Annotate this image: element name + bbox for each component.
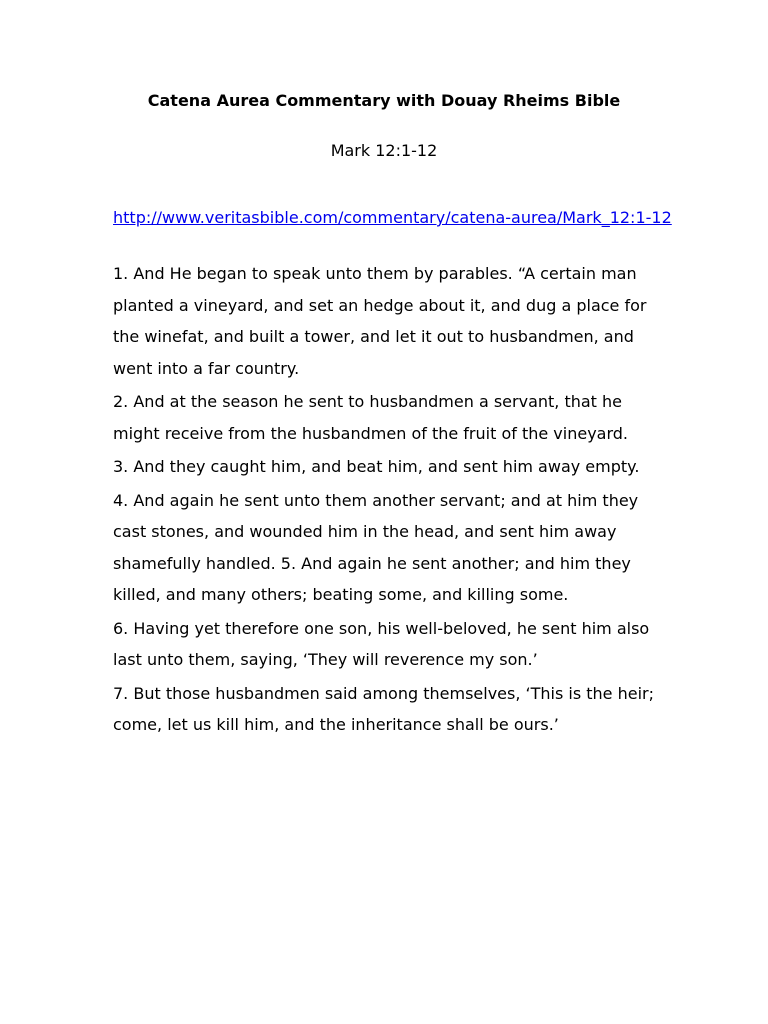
document-title: Catena Aurea Commentary with Douay Rheims Bible (147, 91, 621, 110)
verse-paragraph: 7. But those husbandmen said among themselves, ‘This is the heir; come, let us kill him, and the inheritance shall be ours.’ (113, 683, 654, 734)
verse-paragraph: 1. And He began to speak unto them by parables. “A certain man planted a vineyard, and set an hedge about it, and dug a place for the winefat, and built a tower, and let it out to husbandmen, and went into a far country. (113, 264, 647, 378)
verse-list (113, 258, 658, 743)
verse-paragraph: 2. And at the season he sent to husbandmen a servant, that he might receive from the husbandmen of the fruit of the vineyard. (113, 392, 629, 443)
verse-paragraph: 3. And they caught him, and beat him, and sent him away empty. (113, 457, 640, 476)
commentary-link[interactable]: http://www.veritasbible.com/commentary/catena-aurea/Mark_12:1-12 (113, 208, 672, 227)
verse-paragraph: 4. And again he sent unto them another servant; and at him they cast stones, and wounded him in the head, and sent him away shamefully handled. 5. And again he sent another; and him they killed, and many others; beating some, and killing some. (113, 490, 639, 604)
document-subtitle: Mark 12:1-12 (330, 141, 438, 160)
verse-paragraph: 6. Having yet therefore one son, his well-beloved, he sent him also last unto them, saying, ‘They will reverence my son.’ (113, 618, 650, 669)
